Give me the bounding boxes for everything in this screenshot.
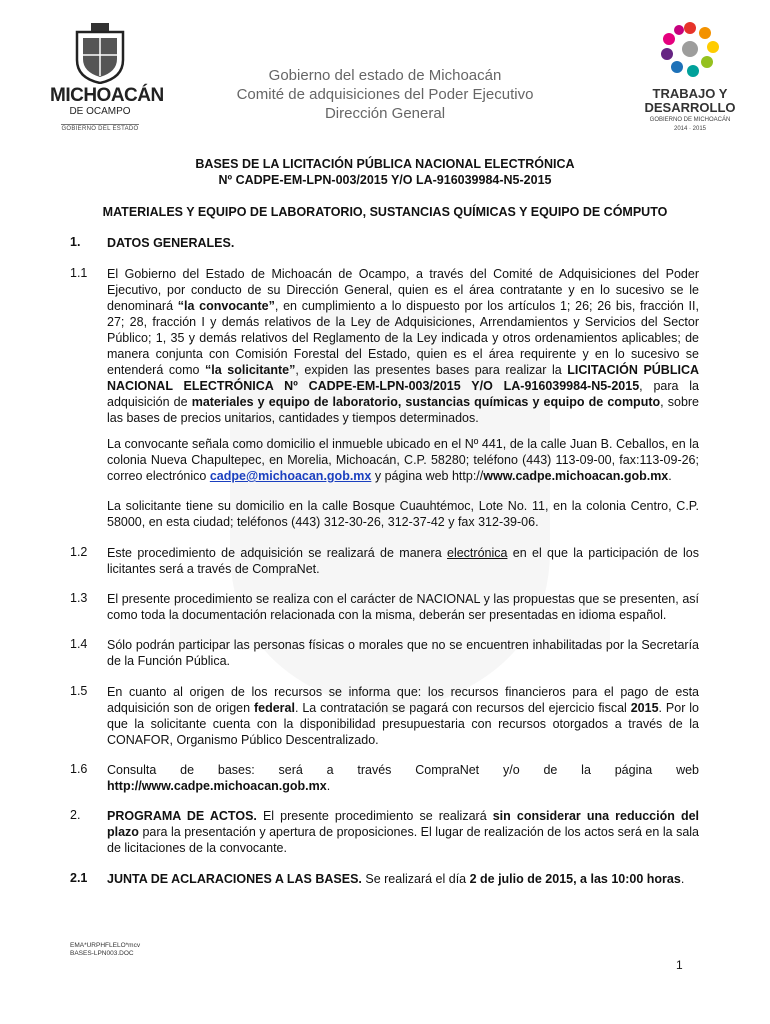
email-link[interactable]: cadpe@michoacan.gob.mx bbox=[209, 469, 372, 483]
section-1-6-line-1: Consulta de bases: será a través CompraNet y/o de la página web bbox=[107, 763, 699, 777]
section-2-number: 2. bbox=[70, 808, 81, 822]
header-line-3: Dirección General bbox=[324, 105, 446, 122]
logo-years: 2014 · 2015 bbox=[673, 126, 707, 132]
document-subject: MATERIALES Y EQUIPO DE LABORATORIO, SUSTANCIAS QUÍMICAS Y EQUIPO DE CÓMPUTO bbox=[102, 205, 668, 219]
document-number: Nº CADPE-EM-LPN-003/2015 Y/O LA-916039984-N5-2015 bbox=[218, 173, 552, 187]
section-1-6-number: 1.6 bbox=[70, 762, 88, 776]
logo-desarrollo: DESARROLLO bbox=[644, 100, 736, 115]
michoacan-logo bbox=[50, 22, 164, 132]
logo-gov-sub: GOBIERNO DE MICHOACÁN bbox=[649, 117, 731, 123]
section-1-5-paragraph: En cuanto al origen de los recursos se informa que: los recursos financieros para el pago de esta adquisición son de origen federal. La contratación se pagará con recursos del ejercicio fiscal 2015. Por lo que la solicitante cuenta con la disponibilidad presupuestaria con recursos otorgados a través de la CONAFOR, Organismo Público Descentralizado. bbox=[107, 685, 699, 747]
section-1-1-number: 1.1 bbox=[70, 266, 88, 280]
website-text[interactable]: www.cadpe.michoacan.gob.mx bbox=[483, 469, 669, 483]
header-line-1: Gobierno del estado de Michoacán bbox=[268, 67, 502, 84]
section-1-1-paragraph: El Gobierno del Estado de Michoacán de Ocampo, a través del Comité de Adquisiciones del Poder Ejecutivo, por conducto de su Dirección General, quien es el área contratante y en lo sucesivo se le denominará “la convocante”, en cumplimiento a lo dispuesto por los artículos 1; 26; 26 bis, fracción II, 27; 28, fracción I y demás relativos de la Ley de Adquisiciones, Arrendamientos y Servicios del Sector Público; 1, 35 y demás relativos del Reglamento de la Ley indicada y otros ordenamientos aplicables; de manera conjunta con Comisión Forestal del Estado, quien es el área requirente y en lo sucesivo se entenderá como “la solicitante”, expiden las presentes bases para realizar la LICITACIÓN PÚBLICA NACIONAL ELECTRÓNICA Nº CADPE-EM-LPN-003/2015 Y/O LA-916039984-N5-2015, para la adquisición de materiales y equipo de laboratorio, sustancias químicas y equipo de computo, sobre las bases de precios unitarios, cantidades y tiempos determinados. bbox=[107, 267, 700, 425]
logo-state-name: MICHOACÁN bbox=[50, 85, 164, 106]
header-line-2: Comité de adquisiciones del Poder Ejecutivo bbox=[236, 86, 534, 103]
trabajo-desarrollo-logo bbox=[640, 20, 740, 132]
logo-state-gov: GOBIERNO DEL ESTADO bbox=[61, 126, 139, 132]
section-2-1-number: 2.1 bbox=[70, 871, 88, 885]
section-1-1-solicitante-paragraph: La solicitante tiene su domicilio en la calle Bosque Cuauhtémoc, Lote No. 11, en la colonia Centro, C.P. 58000, en esta ciudad; teléfonos (443) 312-30-26, 312-37-42 y fax 312-39-06. bbox=[107, 499, 699, 529]
logo-state-sub: DE OCAMPO bbox=[69, 106, 131, 117]
document-title: BASES DE LA LICITACIÓN PÚBLICA NACIONAL ELECTRÓNICA bbox=[195, 157, 575, 171]
section-2-paragraph: PROGRAMA DE ACTOS. El presente procedimiento se realizará sin considerar una reducción del plazo para la presentación y apertura de proposiciones. El lugar de realización de los actos será en la sala de licitaciones de la convocante. bbox=[107, 809, 700, 855]
section-1-4-paragraph: Sólo podrán participar las personas físicas o morales que no se encuentren inhabilitadas por la Secretaría de la Función Pública. bbox=[107, 638, 699, 668]
section-1-3-number: 1.3 bbox=[70, 591, 88, 605]
michoacan-coat-of-arms-icon bbox=[71, 22, 129, 84]
section-2-1-paragraph: JUNTA DE ACLARACIONES A LAS BASES. Se realizará el día 2 de julio de 2015, a las 10:00 horas. bbox=[107, 872, 685, 886]
section-1-4-number: 1.4 bbox=[70, 637, 88, 651]
cadpe-web-link[interactable]: http://www.cadpe.michoacan.gob.mx bbox=[107, 779, 327, 793]
section-1-5-number: 1.5 bbox=[70, 684, 88, 698]
logo-trabajo: TRABAJO Y bbox=[652, 86, 728, 101]
section-1-number: 1. bbox=[70, 235, 81, 249]
page-number: 1 bbox=[676, 958, 683, 972]
colorful-petals-icon bbox=[655, 20, 725, 82]
section-1-3-paragraph: El presente procedimiento se realiza con el carácter de NACIONAL y las propuestas que se presenten, así como toda la documentación relacionada con la misma, deberán ser presentadas en idioma español. bbox=[107, 592, 699, 622]
section-1-1-address-paragraph: La convocante señala como domicilio el inmueble ubicado en el Nº 441, de la calle Juan B. Ceballos, en la colonia Nueva Chapultepec, en Morelia, Michoacán, C.P. 58280; teléfono (443) 113-09-00, fax:113-09-26; correo electrónico cadpe@michoacan.gob.mx y página web http://www.cadpe.michoacan.gob.mx. bbox=[107, 437, 699, 483]
section-1-title: DATOS GENERALES. bbox=[107, 236, 235, 250]
footer-code: EMA*URPHFLELO*mcv BASES-LPN003.DOC bbox=[70, 942, 141, 957]
section-1-2-paragraph: Este procedimiento de adquisición se realizará de manera electrónica en el que la participación de los licitantes será a través de CompraNet. bbox=[107, 546, 699, 576]
section-1-6-line-2: http://www.cadpe.michoacan.gob.mx. bbox=[107, 779, 331, 793]
section-1-2-number: 1.2 bbox=[70, 545, 88, 559]
